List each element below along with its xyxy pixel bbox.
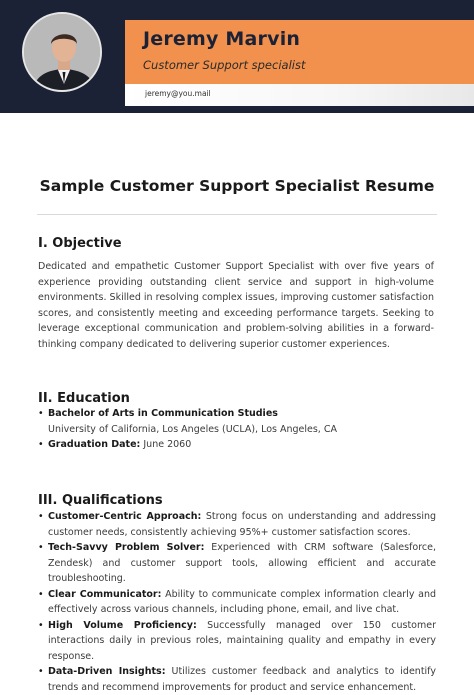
list-item — [38, 618, 436, 665]
avatar — [22, 12, 102, 92]
qualification-label: Tech-Savvy Problem Solver: — [48, 542, 205, 553]
list-item — [38, 437, 436, 453]
graduation-label: Graduation Date: — [48, 439, 141, 450]
degree: Bachelor of Arts in Communication Studies — [48, 408, 278, 419]
objective-heading: I. Objective — [38, 236, 122, 251]
qualification-text: Ability to communicate complex information clearly and effectively across various channels, including phone, email, and live chat. — [48, 588, 436, 615]
qualification-text: Utilizes customer feedback and analytics to identify trends and recommend improvements for product and service enhancement. — [48, 666, 436, 693]
qualifications-heading: III. Qualifications — [38, 493, 163, 508]
qualification-label: Customer-Centric Approach: — [48, 511, 202, 522]
education-heading: II. Education — [38, 391, 130, 406]
objective-text: Dedicated and empathetic Customer Support Specialist with over five years of experience providing outstanding client service and support in high-volume environments. Skilled in resolving complex issues, improving customer satisfaction scores, and consistently meeting and exceeding performance targets. Seeking to leverage exceptional communication and problem-solving abilities in a forward-thinking company dedicated to delivering superior customer experiences. — [38, 261, 434, 350]
qualification-text: Experienced with CRM software (Salesforce, Zendesk) and customer support tools, allowing efficient and accurate troubleshooting. — [48, 542, 436, 584]
list-item — [38, 509, 436, 540]
list-item — [38, 664, 436, 695]
qualification-label: Clear Communicator: — [48, 588, 162, 600]
graduation-date: June 2060 — [143, 439, 192, 450]
email-link[interactable]: jeremy@you.mail — [145, 89, 211, 98]
education-list — [38, 406, 436, 453]
page-title: Sample Customer Support Specialist Resume — [39, 177, 435, 195]
qualifications-list — [38, 509, 436, 695]
candidate-name: Jeremy Marvin — [143, 28, 301, 50]
qualification-label: High Volume Proficiency: — [48, 619, 197, 631]
qualification-label: Data-Driven Insights: — [48, 666, 166, 677]
qualification-text: Successfully managed over 150 customer interactions daily in previous roles, maintaining quality and empathy in every response. — [48, 619, 436, 662]
title-divider — [37, 214, 437, 215]
list-item — [38, 540, 436, 587]
list-item — [38, 587, 436, 618]
school: University of California, Los Angeles (UCLA), Los Angeles, CA — [48, 423, 337, 435]
qualification-text: Strong focus on understanding and addressing customer needs, consistently achieving 95%+ customer satisfaction scores. — [48, 511, 437, 538]
list-item — [38, 406, 436, 437]
candidate-role: Customer Support specialist — [143, 58, 306, 72]
